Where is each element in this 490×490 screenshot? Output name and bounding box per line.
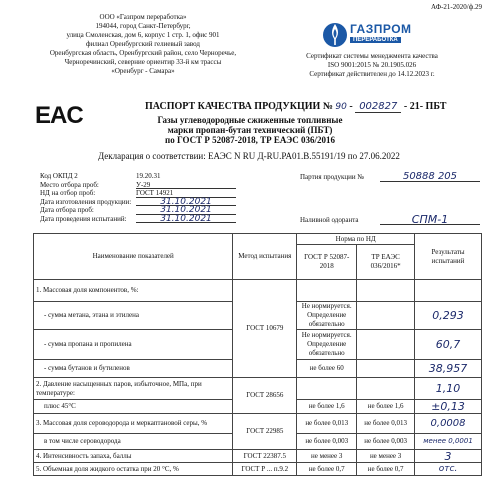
row-method: ГОСТ Р ... п.9.2 xyxy=(233,463,297,476)
table-row xyxy=(34,463,482,476)
row-tr: не более 0,003 xyxy=(357,434,415,450)
table-header-row xyxy=(34,234,482,245)
row-gost: не более 0,013 xyxy=(297,414,357,434)
header-gost: ГОСТ Р 52087-2018 xyxy=(297,245,357,280)
branch-line-2: Оренбургская область, Оренбургский район, село Черноречье, xyxy=(49,49,237,57)
title-number-a: 90 xyxy=(335,102,347,112)
row-name: 2. Давление насыщенных паров, избыточное, МПа, при температуре: xyxy=(34,378,233,400)
title-number-b: 002827 xyxy=(355,101,401,113)
row-name: - сумма метана, этана и этилена xyxy=(34,302,233,330)
row-tr xyxy=(357,330,415,360)
row-result: 3 xyxy=(415,450,482,463)
row-name: - сумма пропана и пропилена xyxy=(34,330,233,360)
row-name: 3. Массовая доля сероводорода и меркаптановой серы, % xyxy=(34,414,233,434)
company-address-2: улица Смоленская, дом 6, корпус 1 стр. 1, офис 901 xyxy=(66,31,220,39)
meta-value: 31.10.2021 xyxy=(136,215,236,224)
branch-line-3: Черноречинский, северние ориентир 33-й км трассы xyxy=(64,58,222,66)
meta-label: Дата отбора проб: xyxy=(40,206,94,214)
row-tr: не менее 3 xyxy=(357,450,415,463)
row-tr: не более 0,013 xyxy=(357,414,415,434)
declaration: Декларация о соответствии: ЕАЭС N RU Д-RU.PA01.B.55191/19 по 27.06.2022 xyxy=(98,151,400,161)
logo-word: ГАЗПРОМ xyxy=(350,22,412,36)
row-name: плюс 45°С xyxy=(34,400,233,414)
row-result: 0,0008 xyxy=(415,414,482,434)
row-name: - сумма бутанов и бутиленов xyxy=(34,360,233,378)
row-tr xyxy=(357,378,415,400)
header-method: Метод испытания xyxy=(233,234,297,280)
row-result: 60,7 xyxy=(415,330,482,360)
row-gost: не более 60 xyxy=(297,360,357,378)
row-name: 5. Объемная доля жидкого остатка при 20 °С, % xyxy=(34,463,233,476)
row-tr: не более 1,6 xyxy=(357,400,415,414)
row-method: ГОСТ 22985 xyxy=(233,414,297,450)
company-block xyxy=(43,13,243,76)
header-tr: ТР ЕАЭС 036/2016* xyxy=(357,245,415,280)
row-result: 0,293 xyxy=(415,302,482,330)
passport-title: ПАСПОРТ КАЧЕСТВА ПРОДУКЦИИ № 90 - 002827 - 21- ПБТ xyxy=(145,101,447,112)
row-result xyxy=(415,280,482,302)
title-suffix: - ПБТ xyxy=(419,101,447,112)
row-tr xyxy=(357,302,415,330)
header-result: Результаты испытаний xyxy=(415,234,482,280)
header-name: Наименование показателей xyxy=(34,234,233,280)
batch-number: 50888 205 xyxy=(380,172,480,182)
meta-block xyxy=(40,172,280,223)
row-gost: не более 0,003 xyxy=(297,434,357,450)
row-result: отс. xyxy=(415,463,482,476)
meta-label: Место отбора проб: xyxy=(40,180,99,189)
meta-row xyxy=(40,215,280,224)
meta-label: Дата проведения испытаний: xyxy=(40,214,127,223)
branch-line-1: филиал Оренбургский гелиевый завод xyxy=(86,40,200,48)
title-number-c: 21 xyxy=(409,101,420,112)
certificate-line-3: Сертификат действителен до 14.12.2023 г. xyxy=(309,70,435,78)
row-tr xyxy=(357,280,415,302)
row-tr xyxy=(357,360,415,378)
title-prefix: ПАСПОРТ КАЧЕСТВА ПРОДУКЦИИ № xyxy=(145,101,336,112)
row-gost: не менее 3 xyxy=(297,450,357,463)
row-name: 4. Интенсивность запаха, баллы xyxy=(34,450,233,463)
certificate-block xyxy=(292,52,452,79)
quality-table xyxy=(33,233,482,476)
table-row xyxy=(34,378,482,400)
row-name: 1. Массовая доля компонентов, %: xyxy=(34,280,233,302)
subtitle-line-3: по ГОСТ Р 52087-2018, ТР ЕАЭС 036/2016 xyxy=(165,135,335,145)
table-row xyxy=(34,280,482,302)
flame-icon xyxy=(322,20,348,48)
meta-value: 19.20.31 xyxy=(136,172,161,180)
row-method: ГОСТ 10679 xyxy=(233,280,297,378)
row-result: менее 0,0001 xyxy=(415,434,482,450)
meta-value: 31.10.2021 xyxy=(136,206,236,215)
logo-sub: ПЕРЕРАБОТКА xyxy=(350,37,401,43)
gazprom-logo xyxy=(322,20,432,48)
meta-value: 31.10.2021 xyxy=(136,198,236,207)
branch-line-4: «Оренбург - Самара» xyxy=(111,67,175,75)
row-gost xyxy=(297,378,357,400)
table-row xyxy=(34,450,482,463)
meta-row xyxy=(40,172,280,181)
row-method: ГОСТ 22387.5 xyxy=(233,450,297,463)
batch-row xyxy=(300,172,480,182)
meta-label: НД на отбор проб: xyxy=(40,189,96,197)
meta-value: У-29 xyxy=(136,181,236,190)
company-address-1: 194044, город Санкт-Петербург, xyxy=(95,22,191,30)
row-gost: Не нормируется. Определение обязательно xyxy=(297,330,357,360)
company-name: ООО «Газпром переработка» xyxy=(99,13,187,21)
certificate-line-2: ISO 9001:2015 № 20.1905.026 xyxy=(327,61,417,69)
meta-row xyxy=(40,181,280,190)
operator-value: СПМ-1 xyxy=(380,215,480,225)
row-result: 38,957 xyxy=(415,360,482,378)
table-row xyxy=(34,414,482,434)
row-gost xyxy=(297,280,357,302)
row-result: ±0,13 xyxy=(415,400,482,414)
operator-label: Наливной одоранта xyxy=(300,216,359,224)
row-name: в том числе сероводорода xyxy=(34,434,233,450)
row-gost: не более 0,7 xyxy=(297,463,357,476)
row-result: 1,10 xyxy=(415,378,482,400)
meta-value: ГОСТ 14921 xyxy=(136,189,236,198)
row-gost: Не нормируется. Определение обязательно xyxy=(297,302,357,330)
meta-label: Код ОКПД 2 xyxy=(40,172,78,180)
row-method: ГОСТ 28656 xyxy=(233,378,297,414)
eac-mark: EAC xyxy=(35,102,83,129)
row-gost: не более 1,6 xyxy=(297,400,357,414)
form-code: АФ-21-2020/ф.29 xyxy=(430,3,482,11)
subtitle-line-2: марки пропан-бутан технический (ПБТ) xyxy=(167,125,333,135)
header-norm: Норма по НД xyxy=(297,234,415,245)
subtitle-line-1: Газы углеводородные сжиженные топливные xyxy=(157,115,343,125)
operator-row xyxy=(300,215,480,225)
batch-label: Партия продукции № xyxy=(300,173,365,181)
passport-subtitle xyxy=(150,115,350,145)
certificate-line-1: Сертификат системы менеджмента качества xyxy=(306,52,438,60)
row-tr: не более 0,7 xyxy=(357,463,415,476)
meta-label: Дата изготовления продукции: xyxy=(40,197,132,206)
